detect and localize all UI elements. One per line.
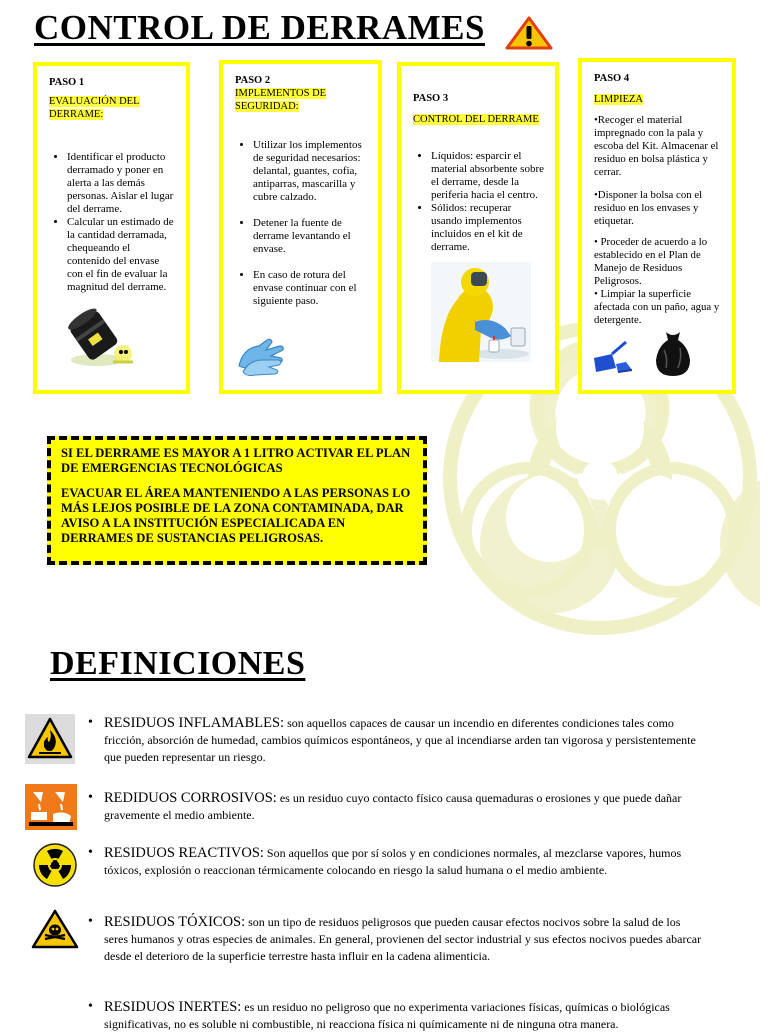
page-title: CONTROL DE DERRAMES <box>34 8 485 47</box>
step-card-4 <box>578 58 736 394</box>
step-paragraph: •Disponer la bolsa con el residuo en los envases y etiquetar. <box>594 189 703 227</box>
list-item: • Identificar el producto derramado y poner en alerta a las demás personas. Aislar el lugar del derrame. <box>67 151 176 216</box>
definition-item: • RESIDUOS TÓXICOS: son un tipo de residuos peligrosos que pueden causar efectos nocivos sobre la salud de los seres humanos y otras especies de animales. En general, provienen del sector industrial y sus efectos nocivos puedes abarcar desde el deterioro de la superficie terrestre hasta influir en la cadena alimenticia. <box>88 914 702 963</box>
emergency-warning-box <box>47 436 427 565</box>
definition-text: Son aquellos que por sí solos y en condiciones normales, al mezclarse vapores, humos tóxicos, explosión o reaccionan térmicamente colocando en riesgo la salud humana o el medio ambiente. <box>104 846 682 877</box>
definition-head: RESIDUOS INFLAMABLES: <box>104 715 285 731</box>
step-paragraph: •Recoger el material impregnado con la pala y escoba del Kit. Almacenar el residuo en bolsa plástica y cerrar. <box>594 114 719 178</box>
toxic-icon <box>30 908 80 950</box>
list-item: • Utilizar los implementos de seguridad necesarios: delantal, guantes, cofia, antiparras, mascarilla y cubre calzado. <box>253 139 368 204</box>
definition-item: • RESIDUOS REACTIVOS: Son aquellos que por sí solos y en condiciones normales, al mezclarse vapores, humos tóxicos, explosión o reaccionan térmicamente colocando en riesgo la salud humana o el medio ambiente. <box>88 845 682 877</box>
radioactive-icon <box>33 843 77 887</box>
step-list <box>49 151 176 294</box>
list-item: • Sólidos: recuperar usando implementos incluidos en el kit de derrame. <box>431 202 545 254</box>
step-subtitle: IMPLEMENTOS DE SEGURIDAD: <box>235 88 327 112</box>
spilled-barrel-icon <box>65 306 145 372</box>
corrosive-icon <box>25 784 77 830</box>
definition-text: son aquellos capaces de causar un incendio en diferentes condiciones tales como fricción, absorción de humedad, cambios químicos espontáneos, y que al incendiarse arden tan vigorosa y persistentemente que pueden representar un riesgo. <box>104 716 696 764</box>
warning-triangle-icon <box>505 16 553 50</box>
step-list <box>235 139 368 308</box>
list-item: • Detener la fuente de derrame levantando el envase. <box>253 217 368 256</box>
definition-text: es un residuo no peligroso que no experimenta variaciones físicas, químicas o biológicas significativas, no es soluble ni combustible, ni reacciona física ni químicamente ni de ninguna otra manera. <box>104 1000 670 1031</box>
step-card-3 <box>397 62 559 394</box>
definition-item: • RESIDUOS INERTES: es un residuo no peligroso que no experimenta variaciones físicas, químicas o biológicas significativas, no es soluble ni combustible, ni reacciona física ni químicamente ni de ninguna otra manera. <box>88 999 670 1031</box>
gloves-icon <box>233 336 293 378</box>
definitions-title: DEFINICIONES <box>50 645 306 682</box>
definition-head: RESIDUOS INERTES: <box>104 999 242 1015</box>
step-subtitle: LIMPIEZA <box>594 94 643 105</box>
list-item: • Líquidos: esparcir el material absorbente sobre el derrame, desde la periferia hacia el centro. <box>431 150 545 202</box>
list-item: • En caso de rotura del envase continuar con el siguiente paso. <box>253 269 368 308</box>
step-card-1 <box>33 62 190 394</box>
step-paragraph: • Limpiar la superficie afectada con un paño, agua y detergente. <box>594 288 720 326</box>
step-card-2 <box>219 60 382 394</box>
warning-line-1: SI EL DERRAME ES MAYOR A 1 LITRO ACTIVAR EL PLAN DE EMERGENCIAS TECNOLÓGICAS <box>61 446 411 475</box>
definition-head: RESIDUOS TÓXICOS: <box>104 914 246 930</box>
step-subtitle: CONTROL DEL DERRAME <box>413 114 539 125</box>
definition-item: • REDIDUOS CORROSIVOS: es un residuo cuyo contacto físico causa quemaduras o erosiones y que puede dañar gravemente el medio ambiente. <box>88 790 682 822</box>
step-label: PASO 4 <box>594 73 630 84</box>
warning-line-2: EVACUAR EL ÁREA MANTENIENDO A LAS PERSONAS LO MÁS LEJOS POSIBLE DE LA ZONA CONTAMINADA, DAR AVISO A LA INSTITUCIÓN ESPECIALICADA EN DERRAMES DE SUSTANCIAS PELIGROSAS. <box>61 486 411 545</box>
definition-head: RESIDUOS REACTIVOS: <box>104 845 264 861</box>
dustpan-broom-icon <box>590 338 634 374</box>
flammable-icon <box>25 714 75 764</box>
hazmat-worker-icon <box>431 262 531 362</box>
definition-text: es un residuo cuyo contacto físico causa quemaduras o erosiones y que puede dañar gravemente el medio ambiente. <box>104 791 682 822</box>
list-item: • Calcular un estimado de la cantidad derramada, chequeando el contenido del envase con el fin de evaluar la magnitud del derrame. <box>67 216 176 294</box>
trash-bag-icon <box>650 328 696 378</box>
definition-head: REDIDUOS CORROSIVOS: <box>104 790 277 806</box>
step-paragraph: • Proceder de acuerdo a lo establecido en el Plan de Manejo de Residuos Peligrosos. <box>594 236 708 287</box>
step-subtitle: EVALUACIÓN DEL DERRAME: <box>49 96 140 120</box>
step-label: PASO 2 <box>235 75 271 86</box>
step-label: PASO 3 <box>413 93 449 104</box>
definition-item: • RESIDUOS INFLAMABLES: son aquellos capaces de causar un incendio en diferentes condiciones tales como fricción, absorción de humedad, cambios químicos espontáneos, y que al incendiarse arden tan vigorosa y persistentemente que pueden representar un riesgo. <box>88 715 696 764</box>
step-label: PASO 1 <box>49 77 85 88</box>
step-list <box>413 150 545 254</box>
definition-text: son un tipo de residuos peligrosos que pueden causar efectos nocivos sobre la salud de los seres humanos y otras especies de animales. En general, provienen del sector industrial y sus efectos nocivos puedes abarcar desde el deterioro de la superficie terrestre hasta influir en la cadena alimenticia. <box>104 915 702 963</box>
